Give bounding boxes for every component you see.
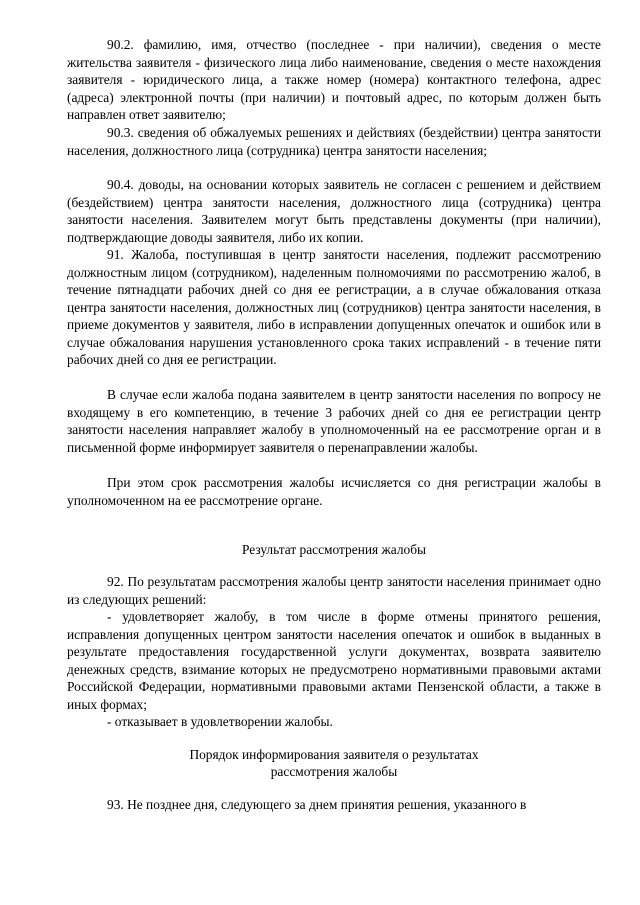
- paragraph-91: 91. Жалоба, поступившая в центр занятости населения, подлежит рассмотрению должностным лицом (сотрудником), наделенным полномочиями по рассмотрению жалоб, в течение пятнадцати рабочих дней со дня ее регистрации, а в случае обжалования отказа центра занятости населения, должностных лиц (сотрудников) центра занятости населения, в приеме документов у заявителя, либо в исправлении допущенных опечаток и ошибок или в случае обжалования нарушения установленного срока таких исправлений - в течение пяти рабочих дней со дня ее регистрации.: [67, 247, 601, 367]
- paragraph-redirect: В случае если жалоба подана заявителем в центр занятости населения по вопросу не входящему в его компетенцию, в течение 3 рабочих дней со дня ее регистрации центр занятости населения направляет жалобу в уполномоченный на ее рассмотрение орган и в письменной форме информирует заявителя о перенаправлении жалобы.: [67, 387, 601, 455]
- section-heading-inform-line2: рассмотрения жалобы: [270, 764, 398, 779]
- paragraph-90-4: 90.4. доводы, на основании которых заявитель не согласен с решением и действием (бездействием) центра занятости населения, должностного лица (сотрудника) центра занятости населения. Заявителем могут быть представлены документы (при наличии), подтверждающие доводы заявителя, либо их копии.: [67, 177, 601, 245]
- list-item-refuse: - отказывает в удовлетворении жалобы.: [107, 714, 333, 729]
- list-item-satisfy: - удовлетворяет жалобу, в том числе в форме отмены принятого решения, исправления допущенных центром занятости населения опечаток и ошибок в выданных в результате предоставления государственной услуги документах, возврата заявителю денежных средств, взимание которых не предусмотрено нормативными правовыми актами Российской Федерации, нормативными правовыми актами Пензенской области, а также в иных формах;: [67, 609, 601, 712]
- paragraph-term: При этом срок рассмотрения жалобы исчисляется со дня регистрации жалобы в уполномоченном на ее рассмотрение органе.: [67, 475, 601, 508]
- paragraph-93: 93. Не позднее дня, следующего за днем принятия решения, указанного в: [107, 797, 527, 812]
- section-heading-inform-line1: Порядок информирования заявителя о результатах: [189, 747, 479, 762]
- paragraph-90-2: 90.2. фамилию, имя, отчество (последнее - при наличии), сведения о месте жительства заявителя - физического лица либо наименование, сведения о месте нахождения заявителя - юридического лица, а также номер (номера) контактного телефона, адрес (адреса) электронной почты (при наличии) и почтовый адрес, по которым должен быть направлен ответ заявителю;: [67, 37, 601, 122]
- paragraph-92: 92. По результатам рассмотрения жалобы центр занятости населения принимает одно из следующих решений:: [67, 574, 601, 607]
- section-heading-result: Результат рассмотрения жалобы: [241, 542, 427, 557]
- paragraph-90-3: 90.3. сведения об обжалуемых решениях и действиях (бездействии) центра занятости населения, должностного лица (сотрудника) центра занятости населения;: [67, 125, 601, 158]
